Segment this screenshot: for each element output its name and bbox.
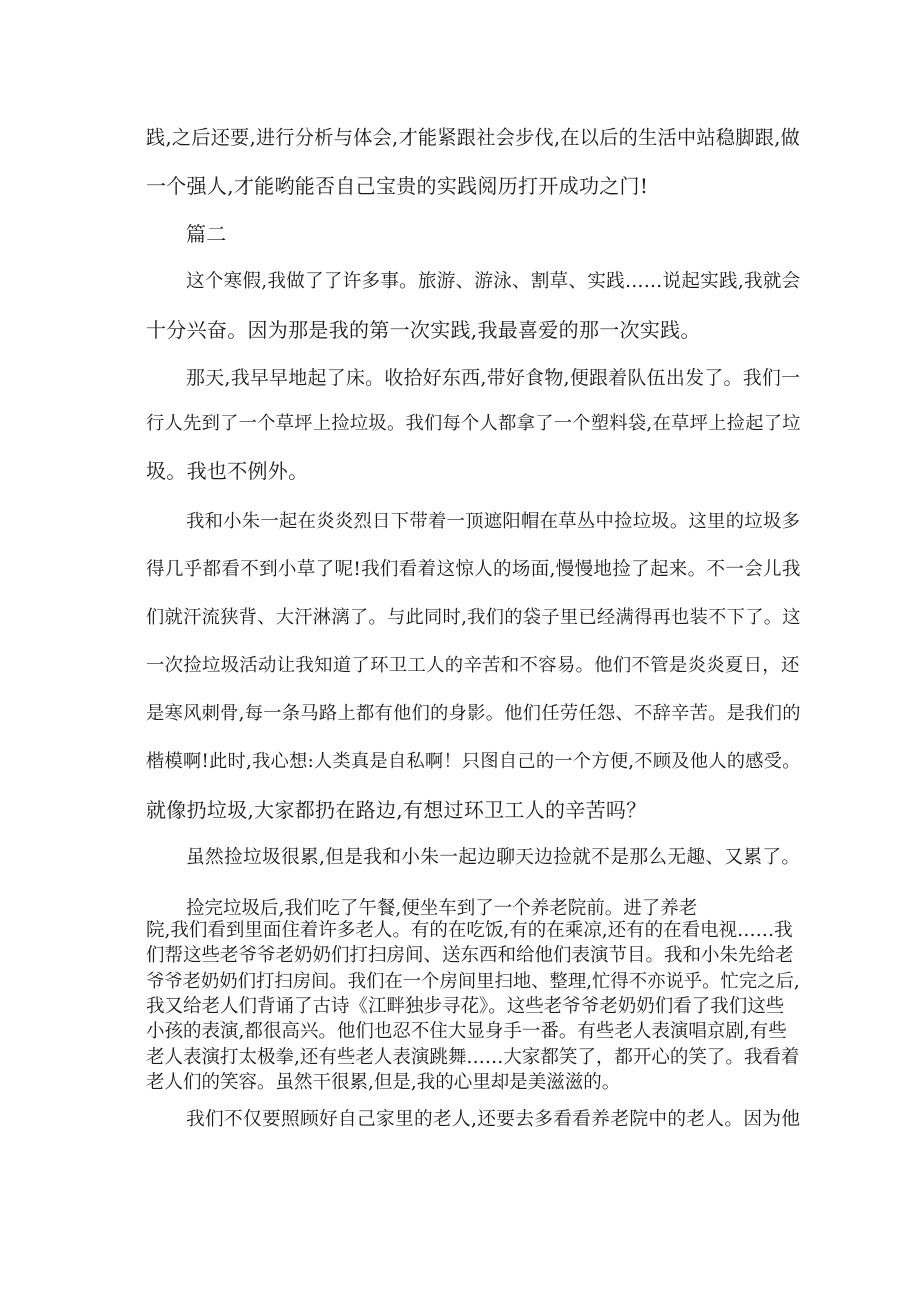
paragraph-line: 院,我们看到里面住着许多老人。有的在吃饭,有的在乘凉,还有的在看电视……我 [146,920,793,941]
paragraph-line: 是寒风刺骨,每一条马路上都有他们的身影。他们任劳任怨、不辞辛苦。是我们的 [146,703,801,724]
paragraph-line: 小孩的表演,都很高兴。他们也忍不住大显身手一番。有些老人表演唱京剧,有些 [146,1021,787,1042]
paragraph-line: 老人们的笑容。虽然干很累,但是,我的心里却是美滋滋的。 [146,1072,621,1093]
paragraph-line: 虽然捡垃圾很累,但是我和小朱一起边聊天边捡就不是那么无趣、又累了。 [186,847,801,868]
paragraph-line: 我又给老人们背诵了古诗《江畔独步寻花》。这些老爷爷老奶奶们看了我们这些 [146,996,785,1017]
paragraph-line: 我和小朱一起在炎炎烈日下带着一顶遮阳帽在草丛中捡垃圾。这里的垃圾多 [186,511,801,532]
section-heading: 篇二 [186,222,227,246]
paragraph-line: 捡完垃圾后,我们吃了午餐,便坐车到了一个养老院前。进了养老 [186,898,698,919]
paragraph-line: 爷爷老奶奶们打扫房间。我们在一个房间里扫地、整理,忙得不亦说乎。忙完之后, [146,971,800,992]
paragraph-line: 圾。我也不例外。 [146,459,309,483]
paragraph-line: 们就汗流狭背、大汗淋漓了。与此同时,我们的袋子里已经满得再也装不下了。这 [146,607,801,628]
paragraph-line: 我们不仅要照顾好自己家里的老人,还要去多看看养老院中的老人。因为他 [186,1109,801,1130]
paragraph-line: 行人先到了一个草坪上捡垃圾。我们每个人都拿了一个塑料袋,在草坪上捡起了垃 [146,413,801,434]
paragraph-line: 就像扔垃圾,大家都扔在路边,有想过环卫工人的辛苦吗？ [146,798,647,822]
paragraph-line: 践,之后还要,进行分析与体会,才能紧跟社会步伐,在以后的生活中站稳脚跟,做 [146,126,801,149]
paragraph-line: 那天,我早早地起了床。收拾好东西,带好食物,便跟着队伍出发了。我们一 [186,367,801,389]
paragraph-line: 楷模啊!此时,我心想:人类真是自私啊！只图自己的一个方便,不顾及他人的感受。 [146,751,801,772]
paragraph-line: 一个强人,才能哟能否自己宝贵的实践阅历打开成功之门! [146,174,649,198]
paragraph-line: 一次捡垃圾活动让我知道了环卫工人的辛苦和不容易。他们不管是炎炎夏日，还 [146,655,800,676]
paragraph-line: 老人表演打太极拳,还有些老人表演跳舞……大家都笑了，都开心的笑了。我看着 [146,1047,800,1068]
paragraph-line: 十分兴奋。因为那是我的第一次实践,我最喜爱的那一次实践。 [146,318,701,342]
paragraph-line: 们帮这些老爷爷老奶奶们打扫房间、送东西和给他们表演节目。我和小朱先给老 [146,945,794,966]
paragraph-line: 这个寒假,我做了了许多事。旅游、游泳、割草、实践……说起实践,我就会 [186,271,801,292]
paragraph-line: 得几乎都看不到小草了呢!我们看着这惊人的场面,慢慢地捡了起来。不一会儿我 [146,559,801,580]
